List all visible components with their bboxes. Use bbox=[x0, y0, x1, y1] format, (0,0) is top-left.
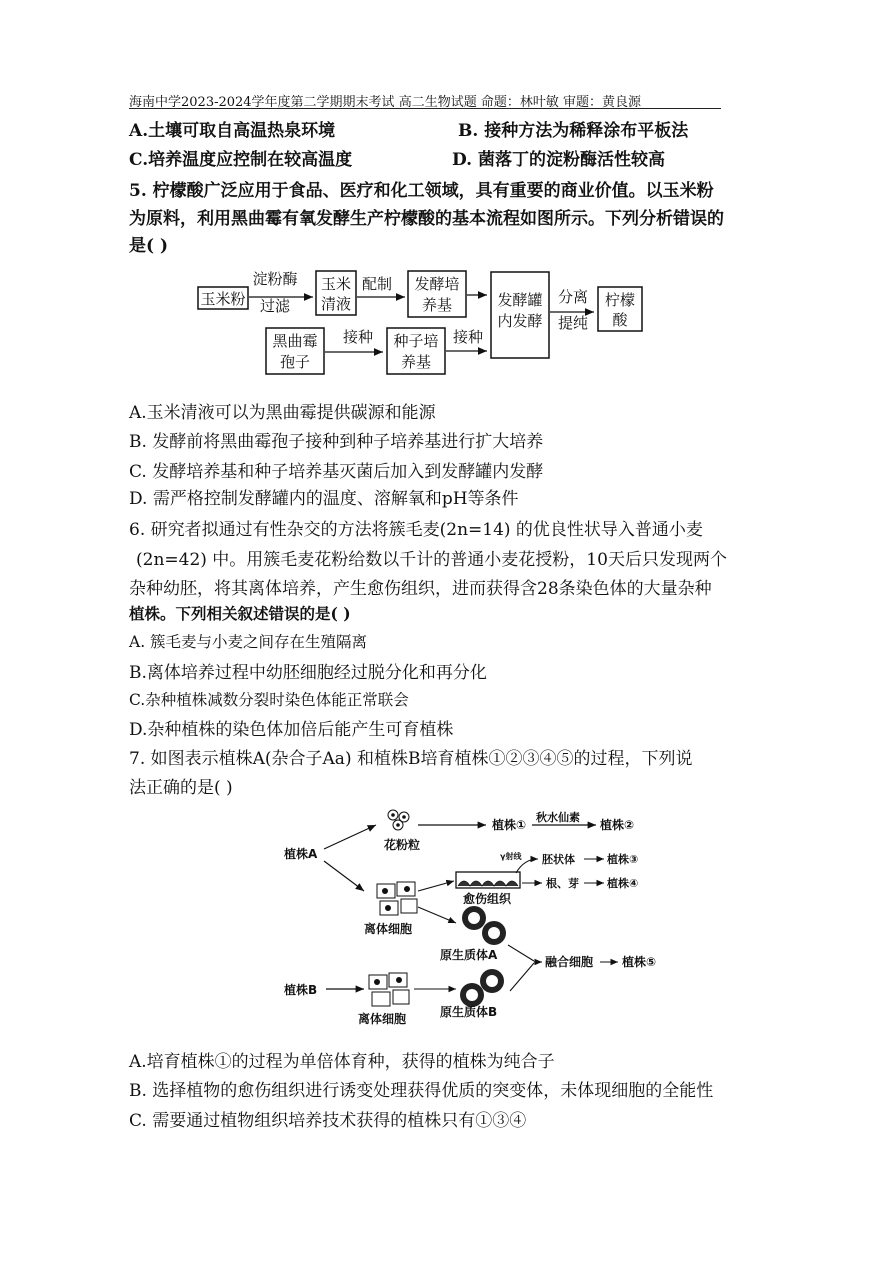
clear-liquid-label-1: 玉米 bbox=[320, 275, 352, 293]
colchicine-label: 秋水仙素 bbox=[536, 811, 580, 824]
q7-option-b: B. 选择植物的愈伤组织进行诱变处理获得优质的突变体，未体现细胞的全能性 bbox=[129, 1081, 714, 1101]
embryoid-label: 胚状体 bbox=[542, 853, 575, 866]
gamma-label: γ射线 bbox=[500, 852, 522, 861]
arrow-cells-to-callus bbox=[418, 881, 454, 891]
q4-option-a: A.土壤可取自高温热泉环境 bbox=[129, 121, 336, 141]
filter-label: 过滤 bbox=[259, 297, 291, 315]
isolated-cells-a-label: 离体细胞 bbox=[364, 922, 413, 936]
inoculate-label-1: 接种 bbox=[342, 328, 374, 346]
citric-acid-label-2: 酸 bbox=[612, 311, 628, 329]
q6-option-a: A. 簇毛麦与小麦之间存在生殖隔离 bbox=[129, 633, 368, 651]
seed-medium-label-1: 种子培 bbox=[393, 332, 439, 350]
q7-breeding-diagram bbox=[280, 805, 680, 1035]
q7-stem-line1: 7. 如图表示植株A(杂合子Aa) 和植株B培育植株①②③④⑤的过程，下列说 bbox=[129, 749, 693, 769]
q6-stem-line2: (2n=42) 中。用簇毛麦花粉给数以千计的普通小麦花授粉，10天后只发现两个 bbox=[136, 550, 727, 570]
arrow-protoplast-a-to-fused bbox=[508, 945, 534, 961]
q6-option-d: D.杂种植株的染色体加倍后能产生可育植株 bbox=[129, 720, 454, 740]
isolated-cells-b-label: 离体细胞 bbox=[358, 1012, 407, 1026]
protoplast-b-icon bbox=[460, 969, 504, 1007]
arrow-cells-to-protoplast-a bbox=[418, 907, 456, 923]
arrow-a-to-cells bbox=[324, 861, 364, 891]
protoplast-a-label: 原生质体A bbox=[440, 948, 498, 962]
isolated-cells-b-icon bbox=[369, 973, 409, 1006]
plant4-label: 植株④ bbox=[607, 877, 639, 890]
q6-option-c: C.杂种植株减数分裂时染色体能正常联会 bbox=[129, 691, 409, 709]
q7-stem-line2: 法正确的是( ) bbox=[129, 778, 233, 798]
isolated-cells-a-icon bbox=[377, 882, 417, 915]
root-bud-label: 根、芽 bbox=[546, 877, 579, 890]
q5-option-c: C. 发酵培养基和种子培养基灭菌后加入到发酵罐内发酵 bbox=[129, 462, 544, 482]
q7-option-c: C. 需要通过植物组织培养技术获得的植株只有①③④ bbox=[129, 1111, 527, 1131]
ferm-tank-label-1: 发酵罐 bbox=[497, 291, 543, 309]
fused-cell-label: 融合细胞 bbox=[545, 955, 594, 969]
arrow-callus-to-embryoid bbox=[516, 859, 538, 873]
q5-option-b: B. 发酵前将黑曲霉孢子接种到种子培养基进行扩大培养 bbox=[129, 432, 544, 452]
plant1-label: 植株① bbox=[492, 818, 527, 832]
page-header: 海南中学2023-2024学年度第二学期期末考试 高二生物试题 命题：林叶敏 审题：黄良源 bbox=[129, 95, 641, 110]
q5-option-d: D. 需严格控制发酵罐内的温度、溶解氧和pH等条件 bbox=[129, 489, 519, 509]
inoculate-label-2: 接种 bbox=[452, 328, 484, 346]
q4-option-c: C.培养温度应控制在较高温度 bbox=[129, 150, 353, 170]
seed-medium-label-2: 养基 bbox=[400, 353, 432, 371]
q6-stem-line1: 6. 研究者拟通过有性杂交的方法将簇毛麦(2n=14) 的优良性状导入普通小麦 bbox=[129, 520, 703, 540]
ferm-medium-label-2: 养基 bbox=[421, 296, 453, 314]
spores-label-1: 黑曲霉 bbox=[272, 332, 318, 350]
q6-option-b: B.离体培养过程中幼胚细胞经过脱分化和再分化 bbox=[129, 663, 487, 683]
plant-a-label: 植株A bbox=[284, 847, 318, 861]
q4-option-d: D. 菌落丁的淀粉酶活性较高 bbox=[452, 150, 665, 170]
q5-stem-line2: 为原料，利用黑曲霉有氧发酵生产柠檬酸的基本流程如图所示。下列分析错误的 bbox=[129, 209, 724, 229]
q5-stem-line3: 是( ) bbox=[129, 236, 169, 256]
corn-powder-label: 玉米粉 bbox=[200, 290, 246, 308]
plant2-label: 植株② bbox=[600, 818, 635, 832]
protoplast-a-icon bbox=[462, 906, 506, 945]
separate-label: 分离 bbox=[557, 288, 589, 306]
pollen-grains-icon bbox=[388, 810, 409, 830]
q5-option-a: A.玉米清液可以为黑曲霉提供碳源和能源 bbox=[129, 403, 436, 423]
arrow-protoplast-b-to-fused bbox=[510, 963, 534, 991]
q5-stem-line1: 5. 柠檬酸广泛应用于食品、医疗和化工领域，具有重要的商业价值。以玉米粉 bbox=[129, 181, 714, 201]
callus-label: 愈伤组织 bbox=[463, 892, 512, 906]
spores-label-2: 孢子 bbox=[279, 353, 311, 371]
clear-liquid-label-2: 清液 bbox=[320, 295, 352, 313]
citric-acid-label-1: 柠檬 bbox=[604, 291, 636, 309]
ferm-tank-label-2: 内发酵 bbox=[497, 312, 543, 330]
protoplast-b-label: 原生质体B bbox=[440, 1005, 498, 1019]
prepare-label: 配制 bbox=[361, 275, 393, 293]
purify-label: 提纯 bbox=[557, 314, 589, 332]
q4-option-b: B. 接种方法为稀释涂布平板法 bbox=[458, 121, 689, 141]
amylase-label: 淀粉酶 bbox=[252, 270, 298, 288]
plant3-label: 植株③ bbox=[607, 853, 639, 866]
header-rule bbox=[129, 108, 721, 109]
q6-stem-line3: 杂种幼胚，将其离体培养，产生愈伤组织，进而获得含28条染色体的大量杂种 bbox=[129, 579, 712, 599]
q5-flow-diagram bbox=[195, 265, 665, 385]
q6-stem-line4: 植株。下列相关叙述错误的是( ) bbox=[129, 604, 351, 623]
pollen-label: 花粉粒 bbox=[384, 838, 421, 852]
ferm-medium-label-1: 发酵培 bbox=[414, 275, 460, 293]
arrow-a-to-pollen bbox=[324, 825, 376, 849]
plant5-label: 植株⑤ bbox=[622, 955, 657, 969]
q7-option-a: A.培育植株①的过程为单倍体育种，获得的植株为纯合子 bbox=[129, 1052, 555, 1072]
callus-tissue-icon bbox=[458, 881, 518, 886]
plant-b-label: 植株B bbox=[284, 983, 318, 997]
